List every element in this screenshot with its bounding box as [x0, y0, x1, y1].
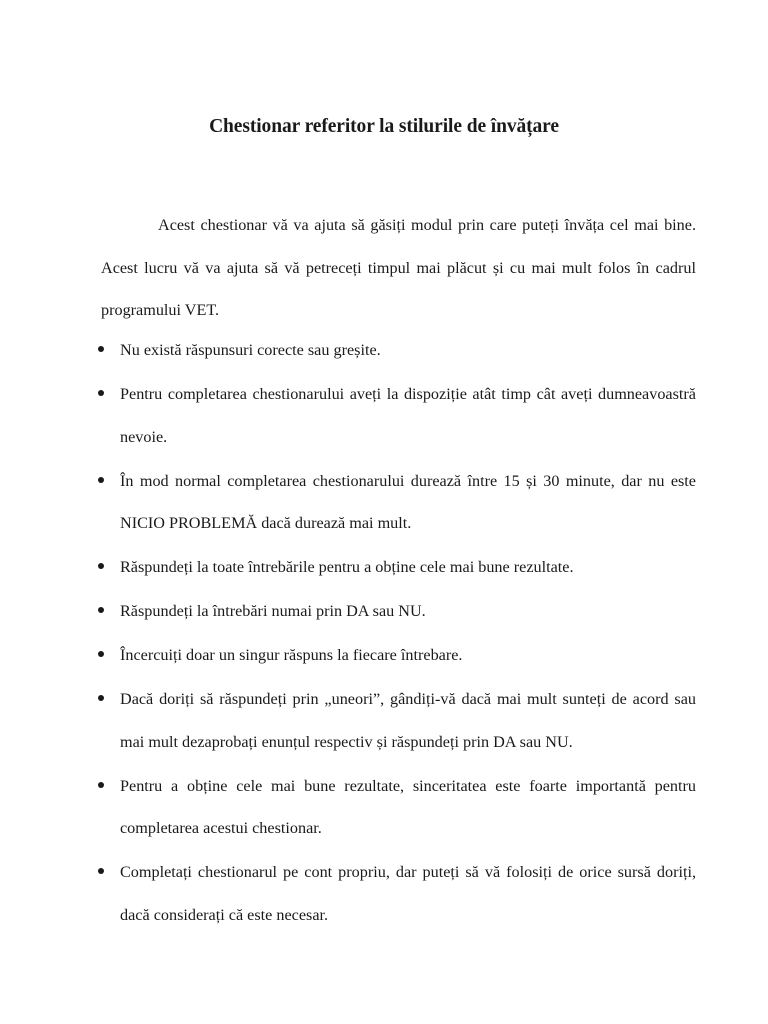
list-item	[101, 634, 696, 677]
bullet-icon	[98, 868, 104, 874]
list-item-text: Dacă doriți să răspundeți prin „uneori”, gândiți-vă dacă mai mult sunteți de acord sau mai mult dezaprobați enunțul respectiv și răspundeți prin DA sau NU.	[120, 690, 696, 751]
bullet-icon	[98, 390, 104, 396]
list-item	[101, 546, 696, 589]
list-item	[101, 678, 696, 763]
bullet-icon	[98, 563, 104, 569]
list-item-text: Încercuiți doar un singur răspuns la fiecare întrebare.	[120, 646, 463, 664]
intro-paragraph: Acest chestionar vă va ajuta să găsiți modul prin care puteți învăța cel mai bine. Acest lucru vă va ajuta să vă petreceți timpul mai plăcut și cu mai mult folos în cadrul programului VET.	[101, 216, 696, 319]
list-item	[101, 460, 696, 545]
list-item-text: Răspundeți la întrebări numai prin DA sau NU.	[120, 602, 426, 620]
list-item-text: Răspundeți la toate întrebările pentru a obține cele mai bune rezultate.	[120, 558, 574, 576]
list-item	[101, 765, 696, 850]
list-item	[101, 851, 696, 936]
bullet-icon	[98, 695, 104, 701]
list-item-text: Pentru completarea chestionarului aveți la dispoziție atât timp cât aveți dumneavoastră nevoie.	[120, 385, 696, 446]
bullet-icon	[98, 477, 104, 483]
list-item-text: Nu există răspunsuri corecte sau greșite.	[120, 341, 381, 359]
instructions-list	[101, 329, 696, 938]
bullet-icon	[98, 782, 104, 788]
list-item	[101, 329, 696, 372]
bullet-icon	[98, 607, 104, 613]
list-item-text: Pentru a obține cele mai bune rezultate, sinceritatea este foarte importantă pentru completarea acestui chestionar.	[120, 776, 696, 837]
bullet-icon	[98, 346, 104, 352]
list-item	[101, 373, 696, 458]
list-item-text: Completați chestionarul pe cont propriu, dar puteți să vă folosiți de orice sursă doriți, dacă considerați că este necesar.	[120, 863, 696, 924]
bullet-icon	[98, 651, 104, 657]
list-item-text: În mod normal completarea chestionarului durează între 15 și 30 minute, dar nu este NICIO PROBLEMĂ dacă durează mai mult.	[120, 471, 696, 532]
document-title: Chestionar referitor la stilurile de învățare	[209, 116, 559, 137]
list-item	[101, 590, 696, 633]
